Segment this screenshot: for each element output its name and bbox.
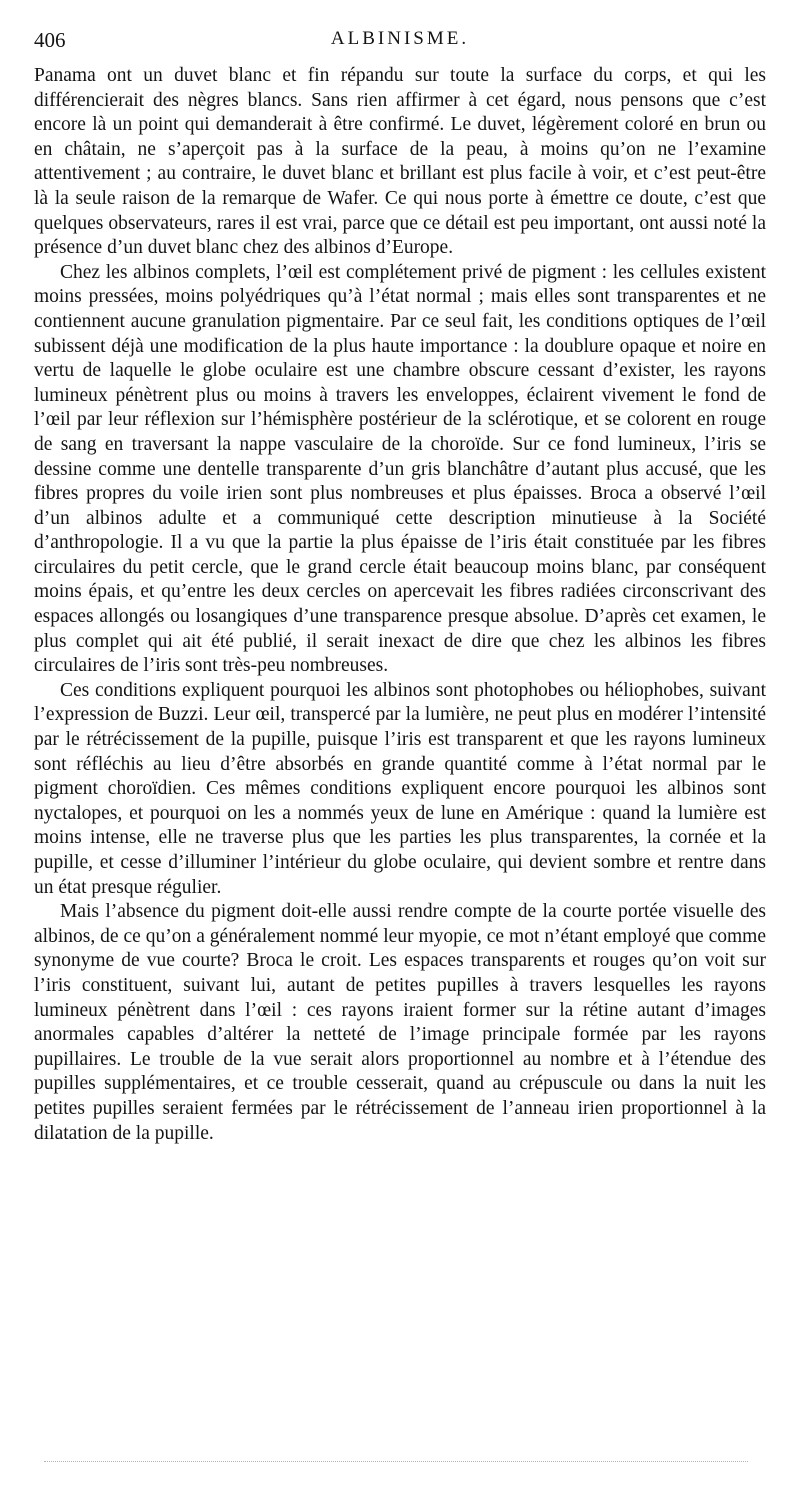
page-header xyxy=(34,22,766,52)
book-page xyxy=(34,22,766,1146)
page-number: 406 xyxy=(34,28,66,52)
footer-divider xyxy=(44,1461,748,1462)
paragraph-myopie: Mais l’absence du pigment doit-elle aussi rendre compte de la courte portée visuelle des albinos, de ce qu’on a généralement nommé leur myopie, ce mot n’étant employé que comme synonyme de vue courte? Broca le croit. Les espaces transparents et rouges qu’on voit sur l’iris constituent, suivant lui, autant de petites pupilles à travers lesquelles les rayons lumineux pénètrent dans l’œil : ces rayons iraient former sur la rétine autant d’images anormales capables d’altérer la netteté de l’image principale formée par les rayons pupillaires. Le trouble de la vue serait alors proportionnel au nombre et à l’étendue des pupilles supplémentaires, et ce trouble cesserait, quand au crépuscule ou dans la nuit les petites pupilles seraient fermées par le rétrécissement de l’anneau irien proportionnel à la dilatation de la pupille. xyxy=(34,901,766,1144)
paragraph-duvet: Panama ont un duvet blanc et fin répandu sur toute la surface du corps, et qui les différencierait des nègres blancs. Sans rien affirmer à cet égard, nous pensons que c’est encore là un point qui demanderait à être confirmé. Le duvet, légèrement coloré en brun ou en châtain, ne s’aperçoit pas à la surface de la peau, à moins qu’on ne l’examine attentivement ; au contraire, le duvet blanc et brillant est plus facile à voir, et c’est peut-être là la seule raison de la remarque de Wafer. Ce qui nous porte à émettre ce doute, c’est que quelques observateurs, rares il est vrai, parce que ce détail est peu important, ont aussi noté la présence d’un duvet blanc chez des albinos d’Europe. xyxy=(34,65,766,259)
paragraph-photophobes: Ces conditions expliquent pourquoi les albinos sont photophobes ou héliophobes, suivant l’expression de Buzzi. Leur œil, transpercé par la lumière, ne peut plus en modérer l’intensité par le rétrécissement de la pupille, puisque l’iris est transparent et que les rayons lumineux sont réfléchis au lieu d’être absorbés en grande quantité comme à l’état normal par le pigment choroïdien. Ces mêmes conditions expliquent encore pourquoi les albinos sont nyctalopes, et pourquoi on les a nommés yeux de lune en Amérique : quand la lumière est moins intense, elle ne traverse plus que les parties les plus transparentes, la cornée et la pupille, et cesse d’illuminer l’intérieur du globe oculaire, qui devient sombre et rentre dans un état presque régulier. xyxy=(34,679,766,898)
paragraph-oeil: Chez les albinos complets, l’œil est complétement privé de pigment : les cellules existent moins pressées, moins polyédriques qu’à l’état normal ; mais elles sont transparentes et ne contiennent aucune granulation pigmentaire. Par ce seul fait, les conditions optiques de l’œil subissent déjà une modification de la plus haute importance : la doublure opaque et noire en vertu de laquelle le globe oculaire est une chambre obscure cessant d’exister, les rayons lumineux pénètrent plus ou moins à travers les enveloppes, éclairent vivement le fond de l’œil par leur réflexion sur l’hémisphère postérieur de la sclérotique, et se colorent en rouge de sang en traversant la nappe vasculaire de la choroïde. Sur ce fond lumineux, l’iris se dessine comme une dentelle transparente d’un gris blanchâtre d’autant plus accusé, que les fibres propres du voile irien sont plus nombreuses et plus épaisses. Broca a observé l’œil d’un albinos adulte et a communiqué cette description minutieuse à la Société d’anthropologie. Il a vu que la partie la plus épaisse de l’iris était constituée par les fibres circulaires du petit cercle, que le grand cercle était beaucoup moins blanc, par conséquent moins épais, et qu’entre les deux cercles on apercevait les fibres radiées circonscrivant des espaces allongés ou losangiques d’une transparence presque absolue. D’après cet examen, le plus complet qui ait été publié, il serait inexact de dire que chez les albinos les fibres circulaires de l’iris sont très-peu nombreuses. xyxy=(34,261,766,677)
running-title: ALBINISME. xyxy=(330,28,470,49)
body-text xyxy=(34,64,766,1146)
